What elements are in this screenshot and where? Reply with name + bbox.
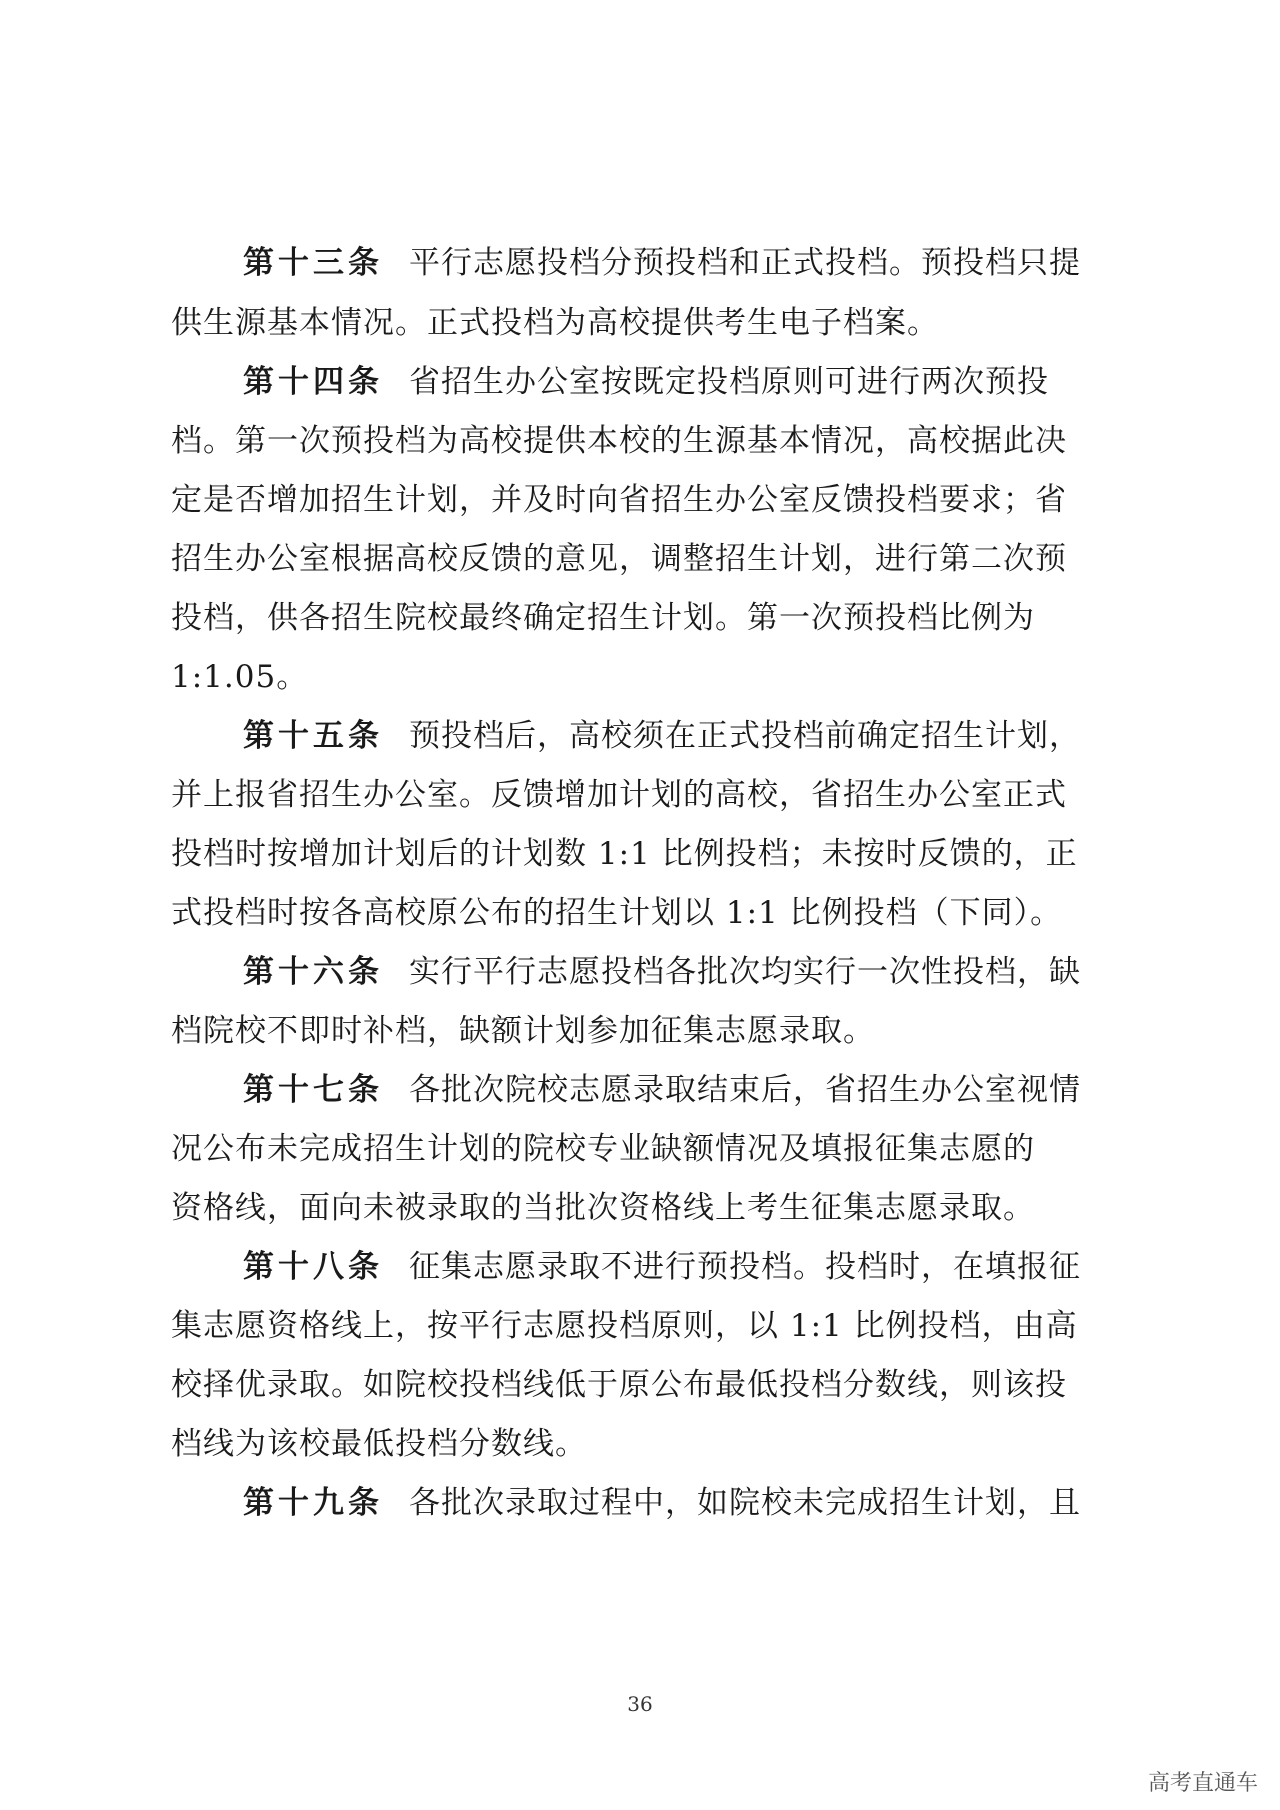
article-16-line-1: 第十六条 实行平行志愿投档各批次均实行一次性投档，缺	[243, 954, 1081, 990]
article-16-line-2: 档院校不即时补档，缺额计划参加征集志愿录取。	[171, 1013, 875, 1049]
article-18-line-2: 集志愿资格线上，按平行志愿投档原则，以 1:1 比例投档，由高	[171, 1308, 1078, 1344]
article-17-line-3: 资格线，面向未被录取的当批次资格线上考生征集志愿录取。	[171, 1190, 1035, 1226]
article-17-label: 第十七条	[243, 1072, 383, 1108]
watermark: 高考直通车	[1147, 1771, 1258, 1796]
article-15-line-1: 第十五条 预投档后，高校须在正式投档前确定招生计划，	[243, 718, 1081, 754]
article-15-label: 第十五条	[243, 718, 383, 754]
article-18-line-1: 第十八条 征集志愿录取不进行预投档。投档时，在填报征	[243, 1249, 1081, 1285]
article-14-line-5: 投档，供各招生院校最终确定招生计划。第一次预投档比例为	[171, 600, 1035, 636]
article-18-line-3: 校择优录取。如院校投档线低于原公布最低投档分数线，则该投	[171, 1367, 1067, 1403]
article-14-label: 第十四条	[243, 364, 383, 400]
article-19-line-1: 第十九条 各批次录取过程中，如院校未完成招生计划，且	[243, 1485, 1081, 1521]
article-14-line-1: 第十四条 省招生办公室按既定投档原则可进行两次预投	[243, 364, 1049, 400]
article-17-line-1: 第十七条 各批次院校志愿录取结束后，省招生办公室视情	[243, 1072, 1081, 1108]
article-19-label: 第十九条	[243, 1485, 383, 1521]
article-14-line-6: 1:1.05。	[171, 659, 309, 695]
article-14-line-4: 招生办公室根据高校反馈的意见，调整招生计划，进行第二次预	[171, 541, 1067, 577]
article-13-label: 第十三条	[243, 245, 383, 281]
article-15-line-3: 投档时按增加计划后的计划数 1:1 比例投档；未按时反馈的，正	[171, 836, 1078, 872]
article-17-line-2: 况公布未完成招生计划的院校专业缺额情况及填报征集志愿的	[171, 1131, 1035, 1167]
article-14-line-2: 档。第一次预投档为高校提供本校的生源基本情况，高校据此决	[171, 423, 1067, 459]
article-13-line-1: 第十三条 平行志愿投档分预投档和正式投档。预投档只提	[243, 245, 1081, 281]
article-16-label: 第十六条	[243, 954, 383, 990]
article-13-line-2: 供生源基本情况。正式投档为高校提供考生电子档案。	[171, 305, 939, 341]
article-18-line-4: 档线为该校最低投档分数线。	[171, 1426, 587, 1462]
article-15-line-2: 并上报省招生办公室。反馈增加计划的高校，省招生办公室正式	[171, 777, 1067, 813]
article-14-line-3: 定是否增加招生计划，并及时向省招生办公室反馈投档要求；省	[171, 482, 1067, 518]
article-18-label: 第十八条	[243, 1249, 383, 1285]
article-15-line-4: 式投档时按各高校原公布的招生计划以 1:1 比例投档（下同）。	[171, 895, 1063, 931]
page-number: 36	[627, 1692, 653, 1716]
